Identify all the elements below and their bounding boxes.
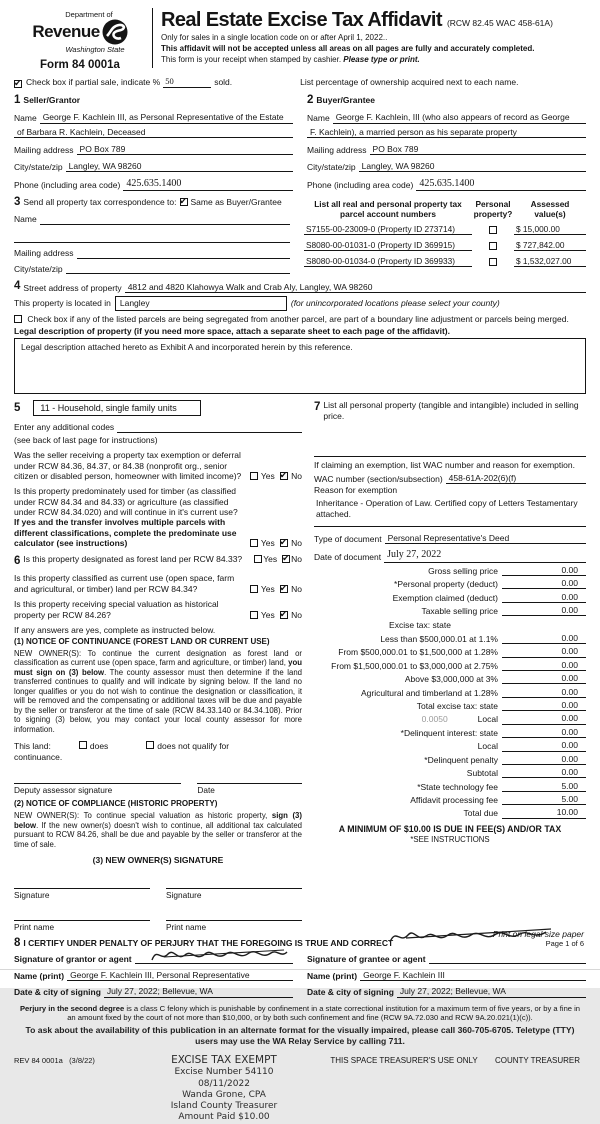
certify-statement: I CERTIFY UNDER PENALTY OF PERJURY THAT THE FOREGOING IS TRUE AND CORRECT <box>23 937 394 948</box>
personal-property-col-header: Personal property? <box>473 198 513 219</box>
buyer-heading: Buyer/Grantee <box>316 94 375 105</box>
exemption-yes-checkbox[interactable] <box>250 472 258 480</box>
forest-no-checkbox[interactable] <box>282 555 290 563</box>
form-header <box>14 6 586 72</box>
gross-selling-price-field[interactable]: 0.00 <box>502 566 586 576</box>
header-divider <box>152 8 153 68</box>
location-select[interactable]: Langley <box>115 296 287 310</box>
treasurer-space-label: THIS SPACE TREASURER'S USE ONLY <box>330 1056 478 1066</box>
notice-continuance-title: (1) NOTICE OF CONTINUANCE (FOREST LAND OR CURRENT USE) <box>14 637 270 647</box>
parcel-table <box>304 195 586 275</box>
rcw-reference: (RCW 82.45 WAC 458-61A) <box>446 18 553 28</box>
subtotal-field[interactable]: 0.00 <box>502 768 586 778</box>
excise-tax-state-header: Excise tax: state <box>389 620 451 631</box>
notice-compliance-title: (2) NOTICE OF COMPLIANCE (HISTORIC PROPERTY) <box>14 799 218 809</box>
timber-no-checkbox[interactable] <box>280 539 288 547</box>
revenue-wordmark: Revenue <box>32 21 100 41</box>
correspondence-city-field[interactable] <box>66 264 290 274</box>
new-owners-signature-title: (3) NEW OWNER(S) SIGNATURE <box>92 855 224 866</box>
parcel-col-header: List all real and personal property tax parcel account numbers <box>314 198 462 219</box>
seller-section: 1 Seller/Grantor Name George F. Kachlein III, as Personal Representative of the Estate of Barbara R. Kachlein, Deceased Mailing address PO Box 789 City/state/zip Langley, WA 98260 Phone (including area code) 425.635.1400 <box>14 93 293 191</box>
form-number: Form 84 0001a <box>40 59 120 72</box>
section-6-number: 6 <box>14 555 21 568</box>
dept-of-label: Department of <box>65 10 113 19</box>
deputy-assessor-label: Deputy assessor signature <box>14 785 113 796</box>
ownership-note: List percentage of ownership acquired next to each name. <box>300 77 519 88</box>
parcel-row <box>304 240 586 251</box>
buyer-section: 2 Buyer/Grantee Name George F. Kachlein, III (who also appears of record as George F. Kachlein), a married person as his separate property Mailing address PO Box 789 City/state/zip Langley, WA 98260 Phone (including area code) 425.635.1400 <box>307 93 586 191</box>
minimum-due-note: A MINIMUM OF $10.00 IS DUE IN FEE(S) AND/OR TAX <box>338 823 562 834</box>
currentuse-no-checkbox[interactable] <box>280 585 288 593</box>
tax-column: 7 List all personal property (tangible and intangible) included in selling price. If claiming an exemption, list WAC number and reason for exemption. WAC number (section/subsection) 458-61A-202(6)(f) Reason for exemption Inheritance - Operation of Law. Certified copy of Letters Testamentary attached. Type of document Personal Representative's Deed Date of document July 27, 2022 Gross selling price 0.00 *Personal property (deduct) 0.00 Exemption claimed (deduct) 0.00 Taxable selling price 0.00 Excise tax: state Less than $500,000.01 at 1.1% 0.00 From $500,000.01 to $1,500,000 at 1.28% 0.00 From $1,500,000.01 to $3,000,000 at 2.75% 0.00 Above $3,000,000 at 3% 0.00 Agricultural and timberland at 1.28% 0.00 Total excise tax: state 0.00 0.0050 Local 0.00 *Delinquent interest: state 0.00 Local 0.00 *Delinquent penalty 0.00 Subtotal 0.00 *State technology fee 5.00 Affidavit processing fee 5.00 Total due 10.00 A MINIMUM OF $10.00 IS DUE IN FEE(S) AND/OR TAX *SEE INSTRUCTIONS <box>314 400 586 931</box>
dor-logo <box>14 6 146 72</box>
seller-city-field[interactable]: Langley, WA 98260 <box>66 161 293 172</box>
grantee-date-field[interactable]: July 27, 2022; Bellevue, WA <box>397 986 586 997</box>
seller-name-field[interactable]: George F. Kachlein III, as Personal Representative of the Estate <box>40 112 293 123</box>
located-note: (for unincorporated locations please select your county) <box>290 298 500 309</box>
notice-compliance-text: NEW OWNER(S): To continue special valuation as historic property, sign (3) below. If the new owner(s) doesn't wish to continue, all additional tax calculated pursuant to RCW 84.26, shall be due and payable by the seller or transferor at the time of sale. <box>14 811 302 849</box>
sold-label: sold. <box>214 77 233 88</box>
personal-property-checkbox[interactable] <box>489 242 497 250</box>
partial-sale-checkbox[interactable] <box>14 80 22 88</box>
located-in-label: This property is located in <box>14 298 111 309</box>
section-8-number: 8 <box>14 936 21 949</box>
correspondence-name-field-2[interactable] <box>14 233 290 243</box>
section-7-number: 7 <box>314 401 321 414</box>
legal-description-field[interactable]: Legal description attached hereto as Exhibit A and incorporated herein by this reference. <box>14 338 586 394</box>
form-footer <box>14 1054 586 1123</box>
continuance-label: continuance. <box>14 751 63 762</box>
page-title: Real Estate Excise Tax Affidavit <box>161 9 442 31</box>
street-address-field[interactable]: 4812 and 4820 Klahowya Walk and Crab Aly, Langley, WA 98260 <box>125 282 586 293</box>
parcel-number-field[interactable]: S8080-00-01034-0 (Property ID 369933) <box>304 256 472 267</box>
alternate-format-note: To ask about the availability of this publication in an alternate format for the visually impaired, please call 360-705-6705. Teletype (TTY) users may use the WA Relay Service by calling 711. <box>25 1025 575 1046</box>
owner-signature-line-1[interactable] <box>14 877 150 889</box>
additional-codes-field[interactable] <box>117 423 302 433</box>
section-3-number: 3 <box>14 195 21 208</box>
washington-state-label: Washington State <box>65 45 125 55</box>
grantor-signature-block: Signature of grantor or agent Name (print) George F. Kachlein III, Personal Representative Date & city of signing July 27, 2022; Bellevue, WA <box>14 952 293 998</box>
local-tax-field[interactable]: 0.00 <box>502 714 586 724</box>
personal-property-checkbox[interactable] <box>489 258 497 266</box>
reason-exemption-field[interactable]: Inheritance - Operation of Law. Certified copy of Letters Testamentary attached. <box>316 498 578 519</box>
exemption-claimed-field[interactable]: 0.00 <box>502 593 586 603</box>
land-use-code-field[interactable]: 11 - Household, single family units <box>33 400 201 416</box>
parcel-row <box>304 256 586 267</box>
header-note-2: This affidavit will not be accepted unless all areas on all pages are fully and accurately completed. <box>161 44 535 54</box>
historic-no-checkbox[interactable] <box>280 611 288 619</box>
partial-sale-percent-field[interactable]: 50 <box>163 76 211 87</box>
notice-continuance-text: NEW OWNER(S): To continue the current designation as forest land or classification as current use (open space, farm and agriculture, or timber) land, you must sign on (3) below. The county assessor must then determine if the land transferred continues to qualify and will indicate by signing below. If the land no longer qualifies or you do not wish to continue the designation or classification, it will be removed and the compensating or additional taxes will be due and payable by the seller or transferor at the time of sale (RCW 84.33.140 or 84.34.108). Prior to signing (3) below, you may contact your local county assessor for more information. <box>14 648 302 734</box>
same-as-buyer-label: Same as Buyer/Grantee <box>190 196 282 207</box>
parcel-number-field[interactable]: S7155-00-23009-0 (Property ID 273714) <box>304 224 472 235</box>
owner-signature-line-2[interactable] <box>166 877 302 889</box>
assessed-value-field[interactable]: $ 15,000.00 <box>514 224 586 235</box>
section-2-number: 2 <box>307 93 314 106</box>
deputy-assessor-signature-line[interactable] <box>14 772 181 784</box>
parcel-number-field[interactable]: S8080-00-01031-0 (Property ID 369915) <box>304 240 472 251</box>
land-qualify-row: This land: does does not qualify for <box>14 741 230 752</box>
print-note: Print on legal size paper Page 1 of 6 <box>492 928 584 948</box>
dor-swirl-icon <box>102 19 128 45</box>
does-not-checkbox[interactable] <box>146 741 154 749</box>
forest-yes-checkbox[interactable] <box>254 555 262 563</box>
see-instructions-note: *SEE INSTRUCTIONS <box>410 834 490 844</box>
treasurer-stamp: EXCISE TAX EXEMPT Excise Number 54110 08/11/2022 Wanda Grone, CPA Island County Treasurer Amount Paid $10.00 <box>170 1054 278 1123</box>
state-tech-fee-field[interactable]: 5.00 <box>502 782 586 792</box>
buyer-phone-field[interactable]: 425.635.1400 <box>416 178 586 191</box>
delinquent-penalty-field[interactable]: 0.00 <box>502 755 586 765</box>
personal-property-checkbox[interactable] <box>489 226 497 234</box>
header-note-3: This form is your receipt when stamped by cashier. Please type or print. <box>161 54 420 64</box>
correspondence-mailing-field[interactable] <box>77 249 290 259</box>
buyer-mailing-field[interactable]: PO Box 789 <box>370 144 586 155</box>
does-checkbox[interactable] <box>79 741 87 749</box>
see-back-note: (see back of last page for instructions) <box>14 434 158 445</box>
grantor-date-field[interactable]: July 27, 2022; Bellevue, WA <box>104 986 293 997</box>
if-yes-note: If any answers are yes, complete as instructed below. <box>14 624 216 635</box>
delinquent-interest-state-field[interactable]: 0.00 <box>502 728 586 738</box>
county-treasurer-label: COUNTY TREASURER <box>494 1056 581 1066</box>
seller-phone-field[interactable]: 425.635.1400 <box>123 178 293 191</box>
seller-name-field-2[interactable]: of Barbara R. Kachlein, Deceased <box>14 127 293 138</box>
grantee-name-field[interactable]: George F. Kachlein III <box>360 970 586 981</box>
total-excise-state-field[interactable]: 0.00 <box>502 701 586 711</box>
grantor-signature <box>149 944 289 966</box>
segregated-checkbox[interactable] <box>14 315 22 323</box>
reason-divider <box>314 523 586 527</box>
deputy-date-label: Date <box>197 785 215 796</box>
assessed-value-field[interactable]: $ 1,532,027.00 <box>514 256 586 267</box>
personal-property-deduct-field[interactable]: 0.00 <box>502 579 586 589</box>
buyer-name-field[interactable]: George F. Kachlein, III (who also appears of record as George <box>333 112 586 123</box>
timber-question: Is this property predominately used for timber (as classified under RCW 84.34 and 84.33) or agriculture (as classified under RCW 84.34.020) and will continue in it's current use? If yes and the transfer involves multiple parcels with different classifications, complete the predominate use calculator (see instructions) Yes ✔ No <box>14 486 302 548</box>
grantee-signature-block: Signature of grantee or agent Name (print) George F. Kachlein III Date & city of signing July 27, 2022; Bellevue, WA <box>307 952 586 998</box>
current-use-question: Is this property classified as current use (open space, farm and agricultural, or timber) land per RCW 84.34? Yes ✔ No <box>14 573 302 594</box>
exemption-question: Was the seller receiving a property tax exemption or deferral under RCW 84.36, 84.37, or 84.38 (nonprofit org., senior citizen or disabled person, homeowner with limited income)? Yes ✔ No <box>14 450 302 481</box>
tier1-field[interactable]: 0.00 <box>502 634 586 644</box>
assessed-value-col-header: Assessed value(s) <box>530 198 570 219</box>
owner-printname-line-2[interactable] <box>166 909 302 921</box>
currentuse-yes-checkbox[interactable] <box>250 585 258 593</box>
reason-exemption-label: Reason for exemption <box>314 484 398 495</box>
tier2-field[interactable]: 0.00 <box>502 647 586 657</box>
assessed-value-field[interactable]: $ 727,842.00 <box>514 240 586 251</box>
partial-sale-label: Check box if partial sale, indicate % <box>26 77 161 88</box>
deputy-date-line[interactable] <box>197 772 302 784</box>
personal-property-list-label: List all personal property (tangible and intangible) included in selling price. <box>323 400 579 421</box>
local-rate: 0.0050 <box>421 714 448 725</box>
wac-number-field[interactable]: 458-61A-202(6)(f) <box>446 473 586 484</box>
section-1-number: 1 <box>14 93 21 106</box>
document-date-field[interactable]: July 27, 2022 <box>384 549 586 562</box>
exemption-no-checkbox[interactable] <box>280 472 288 480</box>
grantor-name-field[interactable]: George F. Kachlein III, Personal Representative <box>67 970 293 981</box>
tier3-field[interactable]: 0.00 <box>502 661 586 671</box>
affidavit-processing-fee-field[interactable]: 5.00 <box>502 795 586 805</box>
buyer-city-field[interactable]: Langley, WA 98260 <box>359 161 586 172</box>
taxable-selling-price-field[interactable]: 0.00 <box>502 606 586 616</box>
tier4-field[interactable]: 0.00 <box>502 674 586 684</box>
forest-land-question: 6 Is this property designated as forest land per RCW 84.33? Yes ✔ No <box>14 554 302 568</box>
page-number: Page 1 of 6 <box>545 938 584 948</box>
correspondence-section: 3 Send all property tax correspondence to: ✔ Same as Buyer/Grantee Name Mailing address City/state/zip <box>14 195 290 275</box>
section-4-number: 4 <box>14 280 21 293</box>
personal-property-list-field[interactable] <box>314 445 586 457</box>
correspondence-name-field[interactable] <box>40 215 290 225</box>
same-as-buyer-checkbox[interactable] <box>180 198 188 206</box>
section-5-number: 5 <box>14 402 21 415</box>
property-section: 4 Street address of property 4812 and 4820 Klahowya Walk and Crab Aly, Langley, WA 98260 This property is located in Langley (for unincorporated locations please select your county) Check box if any of the listed parcels are being segregated from another parcel, are part of a boundary line adjustment or parcels being merged. Legal description of property (if you need more space, attach a separate sheet to each page of the affidavit). Legal description attached hereto as Exhibit A and incorporated herein by this reference. <box>14 279 586 394</box>
legal-description-label: Legal description of property (if you need more space, attach a separate sheet to each page of the affidavit). <box>14 326 450 337</box>
header-note-1: Only for sales in a single location code on or after April 1, 2022.. <box>161 33 388 43</box>
seller-heading: Seller/Grantor <box>23 94 81 105</box>
claim-exemption-note: If claiming an exemption, list WAC number and reason for exemption. <box>314 460 575 471</box>
total-due-field[interactable]: 10.00 <box>502 808 586 818</box>
scan-artifact-line <box>0 969 600 970</box>
perjury-note: Perjury in the second degree is a class C felony which is punishable by confinement in a state correctional institution for a maximum term of five years, or by a fine in an amount fixed by the court of not more than $10,000, or by both such confinement and fine (RCW 9A.72.030 and RCW 9A.20.021(1)(c)). <box>19 1003 581 1022</box>
seller-mailing-field[interactable]: PO Box 789 <box>77 144 293 155</box>
parcel-row <box>304 224 586 235</box>
historic-question: Is this property receiving special valuation as historical property per RCW 84.26? Yes ✔ No <box>14 599 302 620</box>
timber-yes-checkbox[interactable] <box>250 539 258 547</box>
correspondence-label: Send all property tax correspondence to: <box>23 196 177 207</box>
grantee-signature-line[interactable] <box>429 954 586 964</box>
rev-number: REV 84 0001a (3/8/22) <box>14 1056 95 1066</box>
owner-printname-line-1[interactable] <box>14 909 150 921</box>
document-type-field[interactable]: Personal Representative's Deed <box>385 533 586 544</box>
segregated-label: Check box if any of the listed parcels are being segregated from another parcel, are part of a boundary line adjustment or parcels being merged. <box>27 313 569 324</box>
agri-timberland-field[interactable]: 0.00 <box>502 688 586 698</box>
buyer-name-field-2[interactable]: F. Kachlein), a married person as his separate property <box>307 127 586 138</box>
historic-yes-checkbox[interactable] <box>250 611 258 619</box>
delinquent-interest-local-field[interactable]: 0.00 <box>502 741 586 751</box>
use-classification-column: 5 11 - Household, single family units Enter any additional codes (see back of last page for instructions) Was the seller receiving a property tax exemption or deferral under RCW 84.36, 84.37, or 84.38 (nonprofit org., senior citizen or disabled person, homeowner with limited income)? Yes ✔ No Is this property predominately used for timber (as classified under RCW 84.34 and 84.33) or agriculture (as classified under RCW 84.34.020) and will continue in it's current use? If yes and the transfer involves multiple parcels with different classifications, complete the predominate use calculator (see instructions) Yes ✔ No 6 Is this property designated as forest land per RCW 84.33? Yes ✔ No Is this property classified as current use (open space, farm and agricultural, or timber) land per RCW 84.34? Yes ✔ No Is this property receiving special valuation as historical property per RCW 84.26? Yes ✔ No If any answers are yes, complete as instructed below. (1) NOTICE OF CONTINUANCE (FOREST LAND OR CURRENT USE) NEW OWNER(S): To continue the current designation as forest land or classification as current use (open space, farm and agriculture, or timber) land, you must sign on (3) below. The county assessor must then determine if the land transferred continues to qualify and will indicate by signing below. If the land no longer qualifies or you do not wish to continue the designation or classification, it will be removed and the compensating or additional taxes will be due and payable by the seller or transferor at the time of sale (RCW 84.33.140 or 84.34.108). Prior to signing (3) below, you may contact your local county assessor for more information. This land: does does not qualify for continuance. Deputy assessor signature Date (2) NOTICE OF COMPLIANCE (HISTORIC PROPERTY) NEW OWNER(S): To continue special valuation as historic property, sign (3) below. If the new owner(s) doesn't wish to continue, all additional tax calculated pursuant to RCW 84.26, shall be due and payable by the seller or transferor at the time of sale. (3) NEW OWNER(S) SIGNATURE Signature Signature Print name Print name <box>14 400 302 931</box>
